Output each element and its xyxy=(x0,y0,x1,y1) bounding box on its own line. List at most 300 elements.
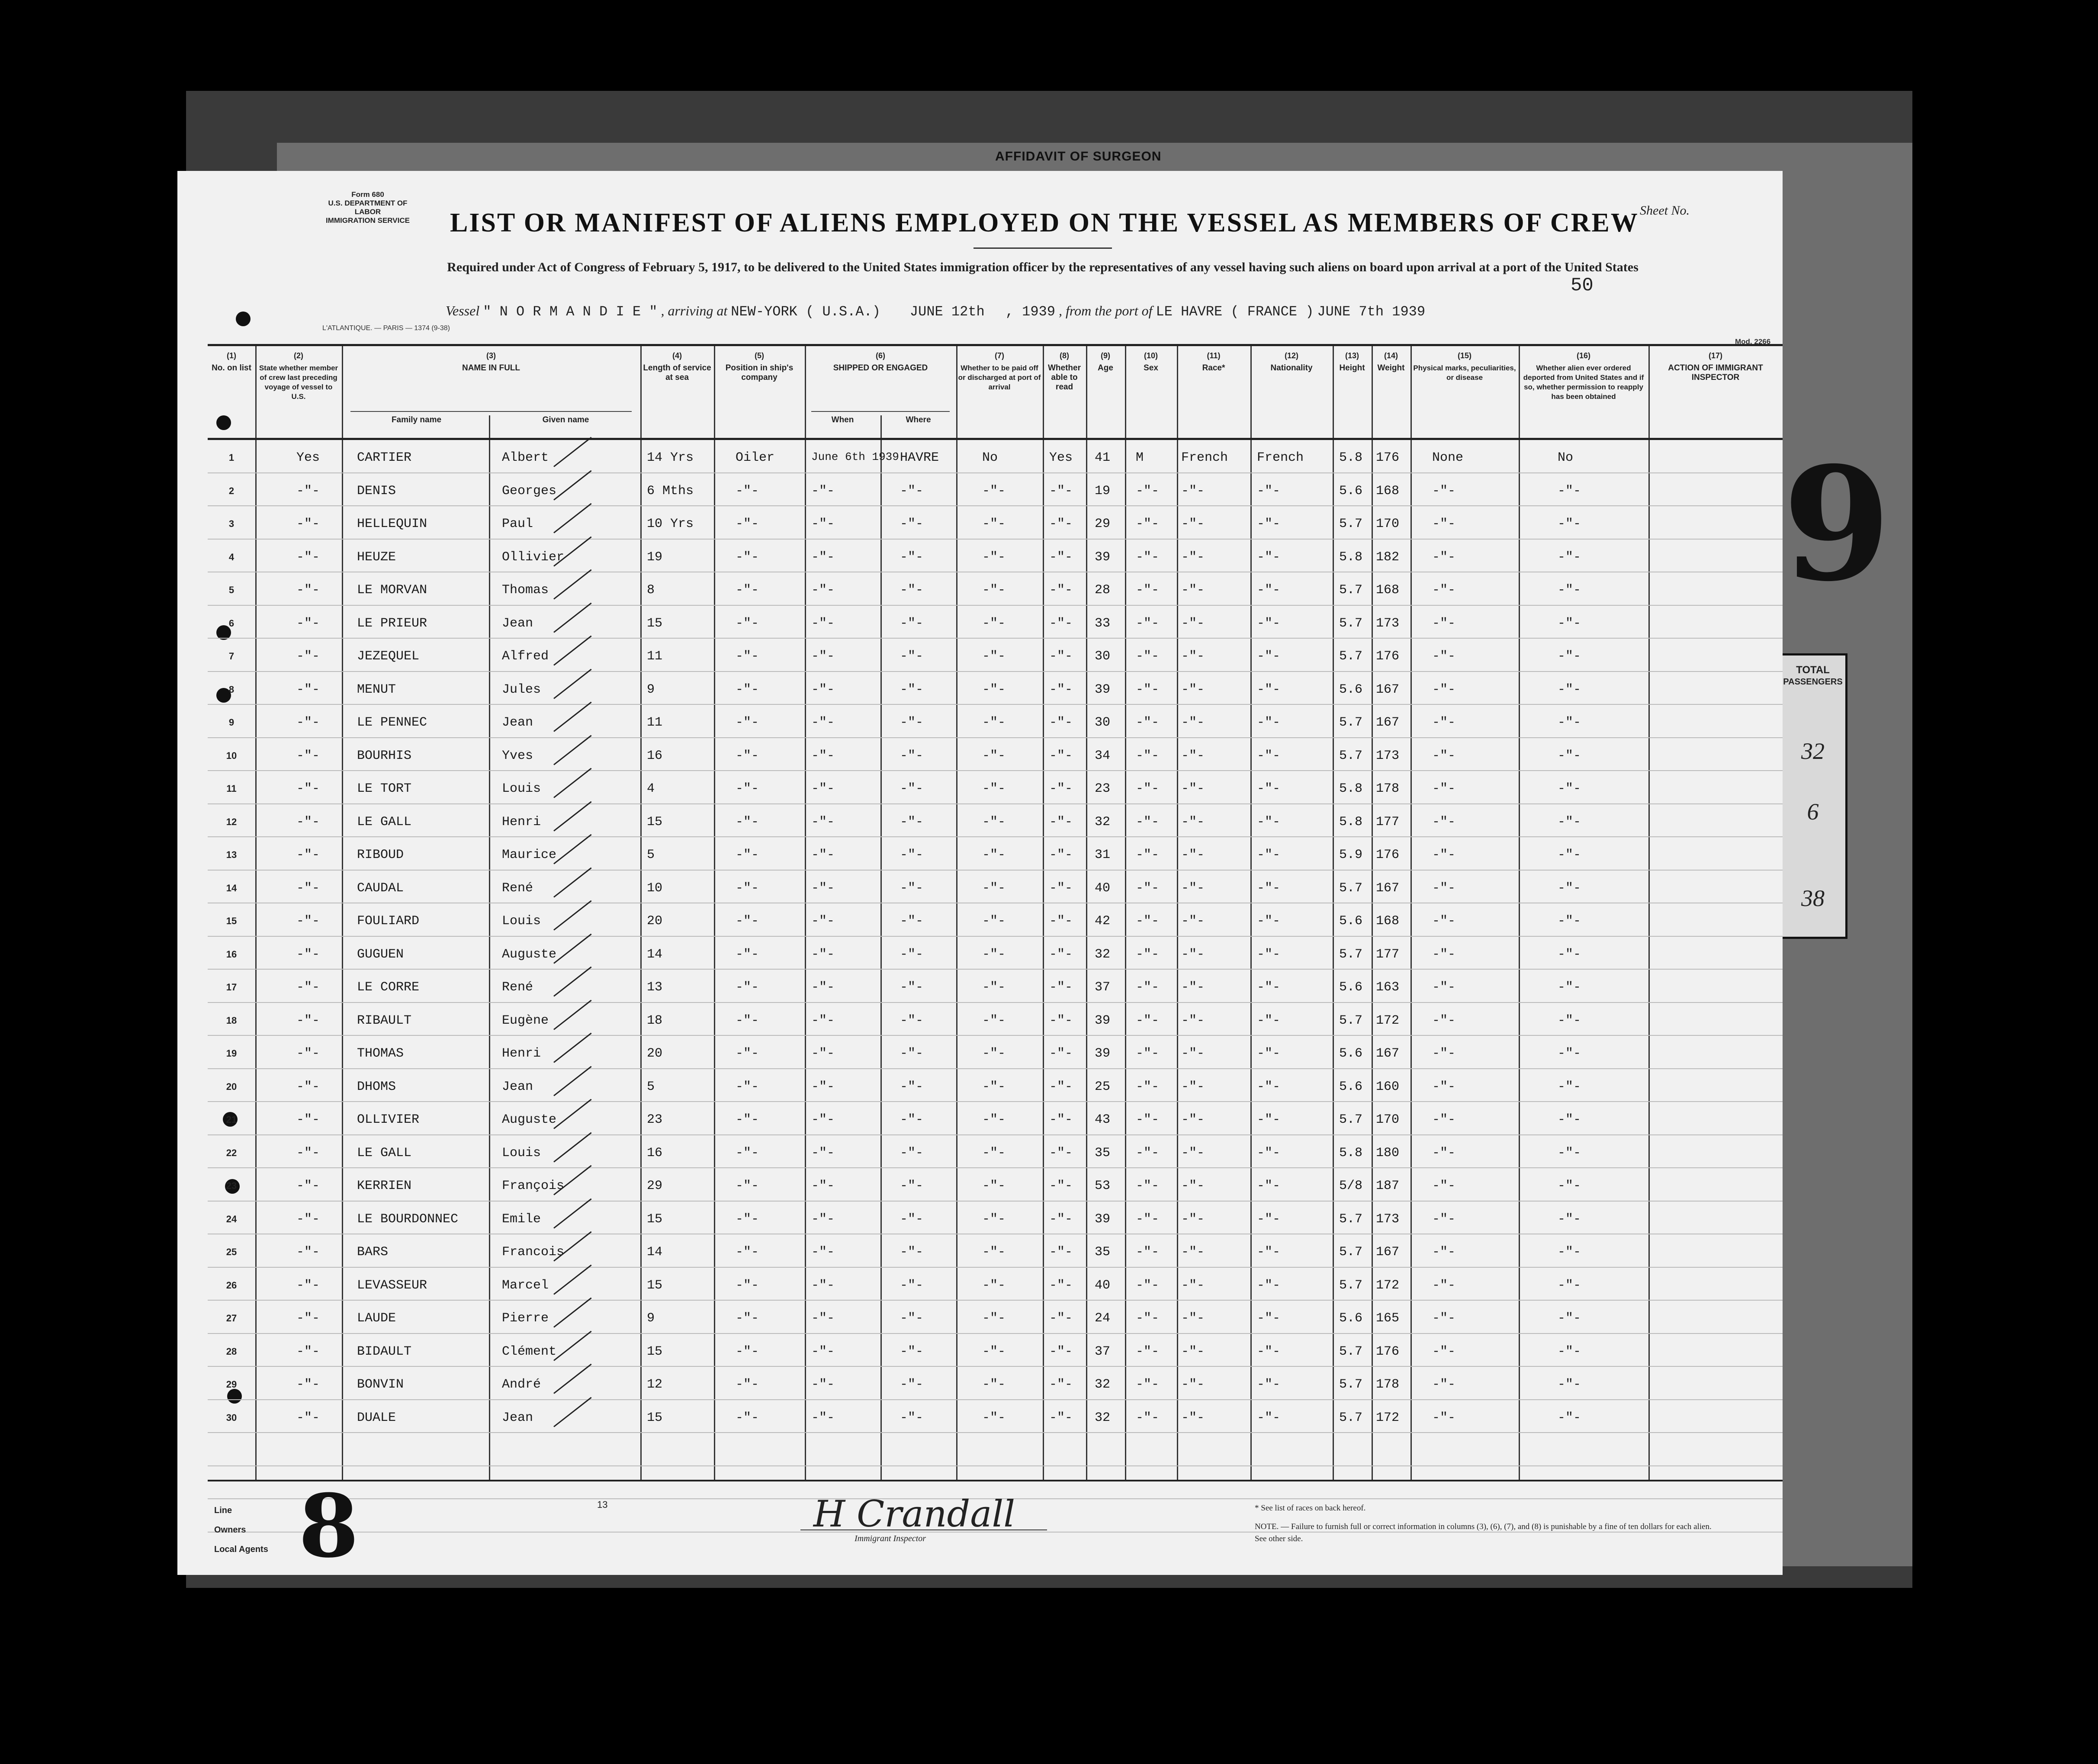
cell-family-name: DHOMS xyxy=(357,1079,396,1094)
cell-sex: -"- xyxy=(1136,649,1160,664)
cell-previous-voyage: -"- xyxy=(296,1211,320,1227)
line-number: 10 xyxy=(226,750,237,761)
cell-given-name: Maurice xyxy=(502,848,557,862)
cell-position: -"- xyxy=(736,1013,759,1028)
cell-service-length: 10 xyxy=(647,880,663,896)
line-number: 21 xyxy=(226,1114,237,1125)
cell-position: -"- xyxy=(736,549,759,565)
cell-shipped-when: -"- xyxy=(811,583,835,598)
cell-weight: 178 xyxy=(1376,781,1400,796)
checkmark-tick xyxy=(553,933,592,964)
cell-service-length: 10 Yrs xyxy=(647,517,694,531)
cell-service-length: 20 xyxy=(647,914,663,929)
cell-sex: -"- xyxy=(1136,1013,1160,1028)
column-rule xyxy=(1177,346,1178,1480)
cell-paid-off: -"- xyxy=(982,649,1006,664)
cell-previous-voyage: -"- xyxy=(296,549,320,565)
cell-given-name: Thomas xyxy=(502,583,549,598)
line-number: 15 xyxy=(226,916,237,926)
cell-service-length: 6 Mths xyxy=(647,483,694,498)
cell-position: -"- xyxy=(736,848,759,862)
row-rule xyxy=(208,1201,1783,1202)
row-rule xyxy=(208,1134,1783,1135)
cell-given-name: Louis xyxy=(502,914,541,929)
cell-height: 5.8 xyxy=(1339,814,1363,829)
row-rule xyxy=(208,936,1783,937)
cell-family-name: RIBOUD xyxy=(357,848,404,862)
checkmark-tick xyxy=(553,437,592,467)
cell-physical-marks: -"- xyxy=(1432,649,1456,664)
cell-shipped-when: -"- xyxy=(811,549,835,565)
cell-shipped-when: -"- xyxy=(811,1245,835,1260)
cell-paid-off: -"- xyxy=(982,1311,1006,1326)
cell-shipped-where: -"- xyxy=(900,1410,924,1425)
printer-imprint: L'ATLANTIQUE. — PARIS — 1374 (9-38) xyxy=(322,325,450,332)
cell-shipped-where: -"- xyxy=(900,814,924,829)
cell-service-length: 14 xyxy=(647,1245,663,1260)
line-number: 12 xyxy=(226,816,237,827)
cell-paid-off: -"- xyxy=(982,483,1006,498)
cell-able-to-read: -"- xyxy=(1049,914,1073,929)
row-rule xyxy=(208,803,1783,804)
cell-service-length: 20 xyxy=(647,1046,663,1061)
cell-service-length: 14 Yrs xyxy=(647,450,694,465)
cell-given-name: Jean xyxy=(502,1410,533,1425)
cell-family-name: KERRIEN xyxy=(357,1179,412,1193)
cell-age: 34 xyxy=(1095,748,1111,763)
cell-paid-off: -"- xyxy=(982,1245,1006,1260)
cell-physical-marks: -"- xyxy=(1432,848,1456,862)
cell-shipped-where: -"- xyxy=(900,1013,924,1028)
cell-race: -"- xyxy=(1181,1377,1205,1392)
cell-family-name: FOULIARD xyxy=(357,914,420,929)
cell-family-name: HELLEQUIN xyxy=(357,517,427,531)
cell-shipped-when: -"- xyxy=(811,1410,835,1425)
cell-nationality: -"- xyxy=(1257,1046,1281,1061)
cell-physical-marks: -"- xyxy=(1432,616,1456,631)
cell-race: -"- xyxy=(1181,1013,1205,1028)
cell-family-name: RIBAULT xyxy=(357,1013,412,1028)
column-number: (7) xyxy=(995,351,1004,360)
cell-physical-marks: -"- xyxy=(1432,715,1456,730)
cell-nationality: -"- xyxy=(1257,781,1281,796)
cell-physical-marks: -"- xyxy=(1432,781,1456,796)
sheet-number-label: Sheet No. xyxy=(1640,203,1690,218)
cell-nationality: -"- xyxy=(1257,1211,1281,1227)
column-header-weight: Weight xyxy=(1377,363,1405,373)
cell-sex: -"- xyxy=(1136,748,1160,763)
cell-race: -"- xyxy=(1181,583,1205,598)
cell-weight: 177 xyxy=(1376,947,1400,962)
cell-service-length: 14 xyxy=(647,947,663,962)
cell-previous-voyage: -"- xyxy=(296,483,320,498)
cell-height: 5.7 xyxy=(1339,1344,1363,1359)
column-number: (5) xyxy=(755,351,764,360)
column-header-deported: Whether alien ever ordered deported from United States and if so, whether permission to reapply has been obtained xyxy=(1523,364,1644,401)
inspector-label: Immigrant Inspector xyxy=(855,1534,926,1543)
cell-nationality: -"- xyxy=(1257,1145,1281,1160)
cell-weight: 168 xyxy=(1376,583,1400,598)
cell-physical-marks: -"- xyxy=(1432,1046,1456,1061)
cell-physical-marks: -"- xyxy=(1432,1112,1456,1127)
vessel-name: " N O R M A N D I E " xyxy=(483,304,658,320)
cell-race: -"- xyxy=(1181,914,1205,929)
cell-position: -"- xyxy=(736,1344,759,1359)
cell-position: -"- xyxy=(736,748,759,763)
cell-nationality: -"- xyxy=(1257,1079,1281,1094)
cell-physical-marks: -"- xyxy=(1432,814,1456,829)
row-rule xyxy=(208,1167,1783,1168)
column-number: (17) xyxy=(1708,351,1722,360)
cell-age: 53 xyxy=(1095,1179,1111,1193)
cell-able-to-read: -"- xyxy=(1049,1278,1073,1293)
cell-weight: 172 xyxy=(1376,1013,1400,1028)
line-number: 20 xyxy=(226,1081,237,1092)
cell-race: -"- xyxy=(1181,781,1205,796)
cell-sex: -"- xyxy=(1136,914,1160,929)
cell-age: 32 xyxy=(1095,1377,1111,1392)
cell-previous-voyage: -"- xyxy=(296,914,320,929)
cell-deported: -"- xyxy=(1558,914,1581,929)
cell-shipped-when: -"- xyxy=(811,1344,835,1359)
cell-nationality: -"- xyxy=(1257,914,1281,929)
checkmark-tick xyxy=(553,999,592,1030)
local-agents-label: Local Agents xyxy=(214,1545,268,1554)
cell-nationality: -"- xyxy=(1257,748,1281,763)
cell-physical-marks: -"- xyxy=(1432,1013,1456,1028)
cell-family-name: BOURHIS xyxy=(357,748,412,763)
cell-previous-voyage: -"- xyxy=(296,1145,320,1160)
cell-able-to-read: -"- xyxy=(1049,682,1073,697)
cell-age: 29 xyxy=(1095,517,1111,531)
row-rule xyxy=(208,505,1783,506)
owners-label: Owners xyxy=(214,1525,246,1535)
cell-nationality: -"- xyxy=(1257,517,1281,531)
cell-given-name: René xyxy=(502,880,533,896)
cell-shipped-where: -"- xyxy=(900,1145,924,1160)
column-rule xyxy=(1086,346,1087,1480)
underlying-sheet-title: AFFIDAVIT OF SURGEON xyxy=(995,149,1162,164)
cell-sex: -"- xyxy=(1136,814,1160,829)
cell-shipped-when: -"- xyxy=(811,1311,835,1326)
cell-position: -"- xyxy=(736,616,759,631)
cell-service-length: 15 xyxy=(647,1278,663,1293)
cell-height: 5.8 xyxy=(1339,781,1363,796)
cell-given-name: Auguste xyxy=(502,1112,557,1127)
column-header-sex: Sex xyxy=(1144,363,1158,373)
cell-physical-marks: -"- xyxy=(1432,1377,1456,1392)
cell-sex: -"- xyxy=(1136,1179,1160,1193)
cell-deported: -"- xyxy=(1558,1377,1581,1392)
cell-shipped-where: -"- xyxy=(900,616,924,631)
row-rule xyxy=(208,737,1783,738)
cell-service-length: 11 xyxy=(647,649,663,664)
cell-nationality: -"- xyxy=(1257,1344,1281,1359)
cell-family-name: HEUZE xyxy=(357,549,396,565)
cell-deported: -"- xyxy=(1558,848,1581,862)
checkmark-tick xyxy=(553,702,592,732)
cell-deported: -"- xyxy=(1558,1245,1581,1260)
cell-previous-voyage: -"- xyxy=(296,1377,320,1392)
line-label: Line xyxy=(214,1506,232,1515)
column-number: (9) xyxy=(1101,351,1110,360)
cell-race: -"- xyxy=(1181,947,1205,962)
cell-race: -"- xyxy=(1181,517,1205,531)
page-number: 50 xyxy=(1571,275,1594,296)
column-number: (2) xyxy=(294,351,303,360)
cell-able-to-read: -"- xyxy=(1049,980,1073,995)
cell-nationality: -"- xyxy=(1257,1013,1281,1028)
cell-family-name: MENUT xyxy=(357,682,396,697)
cell-given-name: Marcel xyxy=(502,1278,549,1293)
row-rule xyxy=(208,605,1783,606)
cell-service-length: 15 xyxy=(647,616,663,631)
cell-service-length: 5 xyxy=(647,848,655,862)
service-name: IMMIGRATION SERVICE xyxy=(326,216,410,225)
cell-age: 23 xyxy=(1095,781,1111,796)
line-number: 25 xyxy=(226,1247,237,1257)
cell-position: -"- xyxy=(736,649,759,664)
cell-shipped-when: -"- xyxy=(811,1179,835,1193)
cell-position: -"- xyxy=(736,517,759,531)
line-number: 19 xyxy=(226,1048,237,1059)
cell-height: 5.7 xyxy=(1339,715,1363,730)
cell-shipped-when: -"- xyxy=(811,1211,835,1227)
cell-position: -"- xyxy=(736,1079,759,1094)
cell-deported: -"- xyxy=(1558,947,1581,962)
cell-height: 5.6 xyxy=(1339,483,1363,498)
checkmark-tick xyxy=(553,1198,592,1228)
cell-physical-marks: -"- xyxy=(1432,583,1456,598)
cell-service-length: 12 xyxy=(647,1377,663,1392)
cell-given-name: Pierre xyxy=(502,1311,549,1326)
cell-shipped-when: -"- xyxy=(811,517,835,531)
cell-shipped-when: June 6th 1939 xyxy=(811,450,899,463)
cell-service-length: 8 xyxy=(647,583,655,598)
cell-previous-voyage: -"- xyxy=(296,715,320,730)
cell-previous-voyage: -"- xyxy=(296,1013,320,1028)
cell-sex: -"- xyxy=(1136,980,1160,995)
from-port: LE HAVRE ( FRANCE ) xyxy=(1156,304,1314,320)
cell-able-to-read: -"- xyxy=(1049,781,1073,796)
column-header-action: ACTION OF IMMIGRANT INSPECTOR xyxy=(1668,363,1763,382)
checkmark-tick xyxy=(553,1397,592,1427)
cell-shipped-where: -"- xyxy=(900,583,924,598)
cell-given-name: Eugène xyxy=(502,1013,549,1028)
cell-physical-marks: -"- xyxy=(1432,1079,1456,1094)
cell-weight: 167 xyxy=(1376,1245,1400,1260)
punch-hole xyxy=(236,312,251,326)
cell-race: -"- xyxy=(1181,649,1205,664)
cell-race: -"- xyxy=(1181,1112,1205,1127)
row-rule xyxy=(208,1465,1783,1466)
row-rule xyxy=(208,1432,1783,1433)
arriving-port: NEW-YORK ( U.S.A.) xyxy=(731,304,880,320)
cell-able-to-read: -"- xyxy=(1049,1410,1073,1425)
cell-deported: -"- xyxy=(1558,1079,1581,1094)
cell-given-name: Ollivier xyxy=(502,549,565,565)
cell-height: 5.8 xyxy=(1339,549,1363,565)
checkmark-tick xyxy=(553,470,592,500)
subheader-rule xyxy=(350,411,632,412)
cell-given-name: Paul xyxy=(502,517,533,531)
cell-physical-marks: -"- xyxy=(1432,1344,1456,1359)
cell-height: 5.6 xyxy=(1339,980,1363,995)
cell-previous-voyage: -"- xyxy=(296,814,320,829)
cell-age: 40 xyxy=(1095,880,1111,896)
cell-deported: -"- xyxy=(1558,483,1581,498)
cell-nationality: -"- xyxy=(1257,1179,1281,1193)
cell-previous-voyage: -"- xyxy=(296,1344,320,1359)
cell-previous-voyage: -"- xyxy=(296,947,320,962)
cell-deported: -"- xyxy=(1558,880,1581,896)
cell-able-to-read: -"- xyxy=(1049,517,1073,531)
column-subheader: Family name xyxy=(391,415,442,424)
departure-date: JUNE 7th 1939 xyxy=(1317,304,1426,320)
cell-able-to-read: -"- xyxy=(1049,715,1073,730)
column-rule xyxy=(1648,346,1650,1480)
cell-shipped-where: -"- xyxy=(900,1245,924,1260)
cell-previous-voyage: -"- xyxy=(296,748,320,763)
cell-given-name: François xyxy=(502,1179,565,1193)
checkmark-tick xyxy=(553,503,592,533)
column-header-shipped: SHIPPED OR ENGAGED xyxy=(833,363,928,373)
checkmark-tick xyxy=(553,1033,592,1063)
cell-sex: -"- xyxy=(1136,1377,1160,1392)
cell-race: -"- xyxy=(1181,1311,1205,1326)
row-rule xyxy=(208,969,1783,970)
cell-shipped-where: -"- xyxy=(900,1112,924,1127)
cell-given-name: Emile xyxy=(502,1211,541,1227)
column-rule xyxy=(714,346,715,1480)
row-rule xyxy=(208,472,1783,473)
cell-deported: No xyxy=(1558,450,1574,465)
row-rule xyxy=(208,1300,1783,1301)
cell-paid-off: -"- xyxy=(982,1179,1006,1193)
cell-shipped-where: -"- xyxy=(900,715,924,730)
header-rule xyxy=(208,438,1783,440)
slip-value-2: 6 xyxy=(1807,799,1819,825)
department-name: U.S. DEPARTMENT OF LABOR xyxy=(328,199,408,216)
cell-physical-marks: -"- xyxy=(1432,517,1456,531)
vessel-line xyxy=(446,303,1425,320)
signature-rule xyxy=(800,1529,1047,1530)
vessel-label: Vessel xyxy=(446,303,480,318)
cell-shipped-when: -"- xyxy=(811,814,835,829)
cell-race: -"- xyxy=(1181,1179,1205,1193)
cell-physical-marks: -"- xyxy=(1432,1211,1456,1227)
cell-physical-marks: -"- xyxy=(1432,914,1456,929)
cell-weight: 170 xyxy=(1376,1112,1400,1127)
cell-age: 33 xyxy=(1095,616,1111,631)
cell-paid-off: -"- xyxy=(982,814,1006,829)
cell-shipped-where: -"- xyxy=(900,549,924,565)
arriving-label: , arriving at xyxy=(661,303,728,318)
row-rule xyxy=(208,1002,1783,1003)
column-rule xyxy=(489,415,490,1480)
cell-position: -"- xyxy=(736,1278,759,1293)
row-rule xyxy=(208,704,1783,705)
cell-previous-voyage: -"- xyxy=(296,1079,320,1094)
cell-weight: 167 xyxy=(1376,715,1400,730)
line-number: 14 xyxy=(226,882,237,893)
line-number: 23 xyxy=(226,1180,237,1191)
cell-shipped-where: -"- xyxy=(900,1344,924,1359)
cell-shipped-where: -"- xyxy=(900,947,924,962)
cell-family-name: DENIS xyxy=(357,483,396,498)
cell-family-name: OLLIVIER xyxy=(357,1112,420,1127)
cell-weight: 187 xyxy=(1376,1179,1400,1193)
line-number: 4 xyxy=(228,551,235,562)
line-mark: 8 xyxy=(299,1475,359,1577)
cell-deported: -"- xyxy=(1558,1344,1581,1359)
cell-weight: 176 xyxy=(1376,450,1400,465)
cell-family-name: LE GALL xyxy=(357,814,412,829)
margin-mark: 9 xyxy=(1783,433,1891,616)
cell-shipped-where: -"- xyxy=(900,880,924,896)
cell-able-to-read: -"- xyxy=(1049,649,1073,664)
cell-sex: -"- xyxy=(1136,1145,1160,1160)
checkmark-tick xyxy=(553,668,592,699)
cell-service-length: 4 xyxy=(647,781,655,796)
cell-age: 43 xyxy=(1095,1112,1111,1127)
cell-weight: 182 xyxy=(1376,549,1400,565)
cell-family-name: LE BOURDONNEC xyxy=(357,1211,459,1227)
cell-shipped-when: -"- xyxy=(811,483,835,498)
cell-paid-off: -"- xyxy=(982,980,1006,995)
cell-nationality: -"- xyxy=(1257,1112,1281,1127)
column-number: (10) xyxy=(1144,351,1158,360)
cell-deported: -"- xyxy=(1558,781,1581,796)
crew-table xyxy=(208,344,1783,1481)
cell-position: Oiler xyxy=(736,450,775,465)
cell-given-name: Albert xyxy=(502,450,549,465)
cell-given-name: Jean xyxy=(502,715,533,730)
line-number: 29 xyxy=(226,1379,237,1390)
cell-weight: 176 xyxy=(1376,649,1400,664)
cell-able-to-read: -"- xyxy=(1049,814,1073,829)
cell-service-length: 29 xyxy=(647,1179,663,1193)
column-number: (11) xyxy=(1207,351,1221,360)
column-number: (3) xyxy=(486,351,496,360)
cell-given-name: Henri xyxy=(502,814,541,829)
cell-sex: M xyxy=(1136,450,1144,465)
cell-race: -"- xyxy=(1181,483,1205,498)
column-header-age: Age xyxy=(1098,363,1113,373)
cell-age: 32 xyxy=(1095,947,1111,962)
cell-given-name: Georges xyxy=(502,483,557,498)
cell-able-to-read: -"- xyxy=(1049,483,1073,498)
cell-height: 5.7 xyxy=(1339,517,1363,531)
cell-deported: -"- xyxy=(1558,1013,1581,1028)
cell-age: 31 xyxy=(1095,848,1111,862)
cell-family-name: LE PRIEUR xyxy=(357,616,427,631)
cell-nationality: -"- xyxy=(1257,483,1281,498)
cell-family-name: LEVASSEUR xyxy=(357,1278,427,1293)
cell-previous-voyage: -"- xyxy=(296,980,320,995)
column-rule xyxy=(1410,346,1412,1480)
cell-able-to-read: -"- xyxy=(1049,549,1073,565)
cell-previous-voyage: -"- xyxy=(296,1311,320,1326)
cell-sex: -"- xyxy=(1136,781,1160,796)
form-number: Form 680 xyxy=(351,190,384,199)
column-number: (1) xyxy=(227,351,236,360)
cell-service-length: 9 xyxy=(647,682,655,697)
cell-position: -"- xyxy=(736,1311,759,1326)
cell-shipped-where: -"- xyxy=(900,483,924,498)
cell-family-name: BIDAULT xyxy=(357,1344,412,1359)
cell-nationality: -"- xyxy=(1257,549,1281,565)
